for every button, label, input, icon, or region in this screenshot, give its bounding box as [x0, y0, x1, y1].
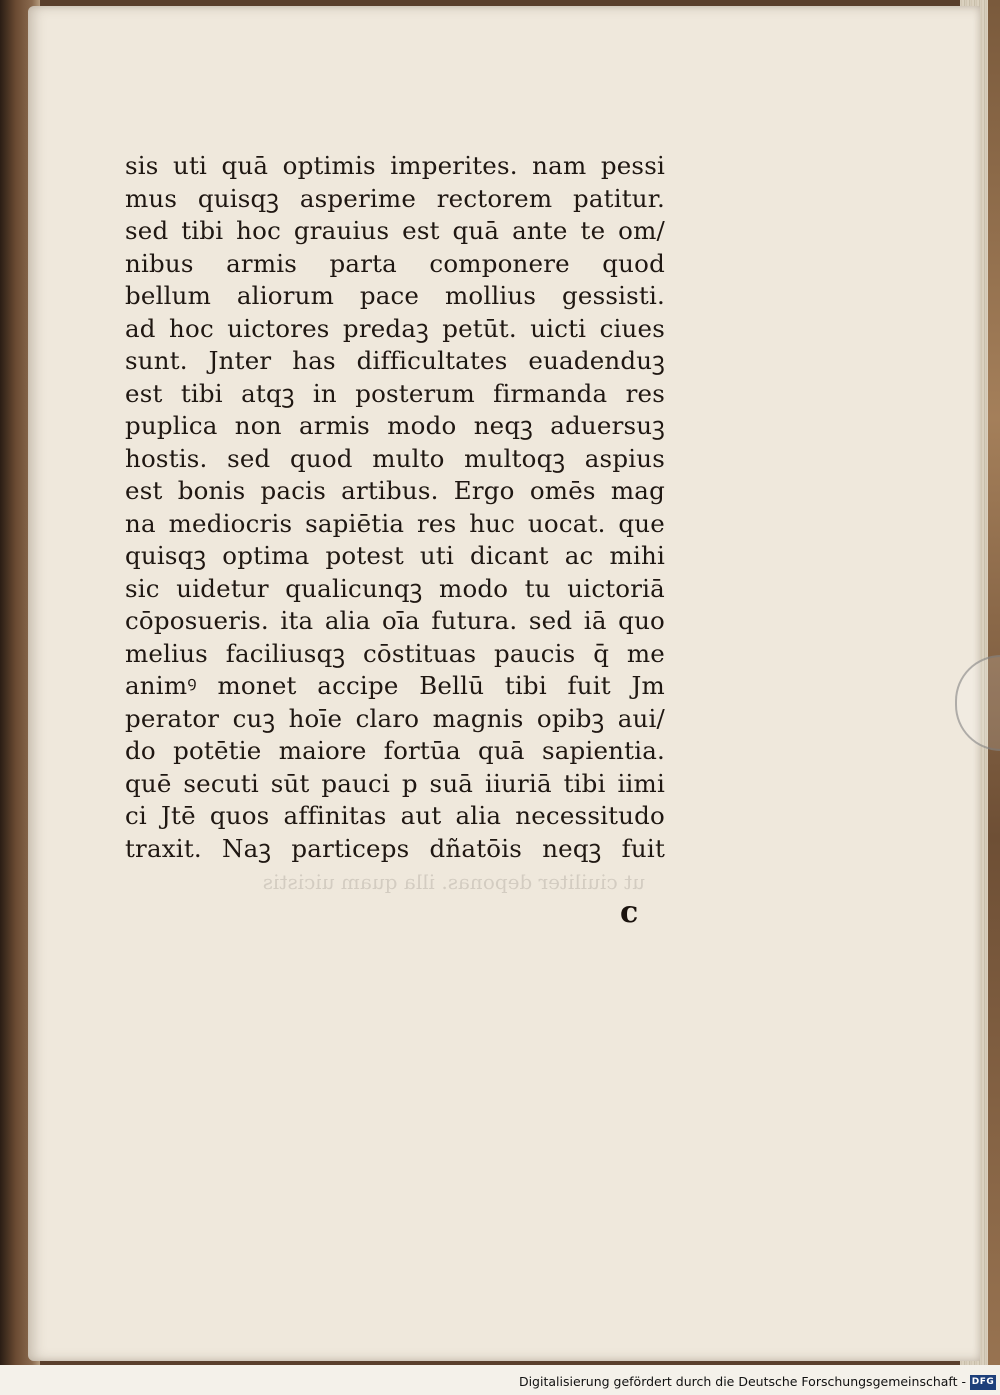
text-line: quisqꝫ optima potest uti dicant ac mihi	[125, 541, 665, 570]
page-text	[125, 150, 665, 865]
text-line: cōposueris. ita alia oīa futura. sed iā quo	[125, 606, 665, 635]
bleed-through-text: ut ciuiliter deponas. illa quam uicistis	[262, 870, 645, 894]
text-line: animꝰ monet accipe Bellū tibi fuit Jm	[125, 671, 665, 700]
text-line: sunt. Jnter has difficultates euadenduꝫ	[125, 346, 665, 375]
text-line: perator cuꝫ hoīe claro magnis opibꝫ aui/	[125, 703, 665, 733]
text-line: ci Jtē quos affinitas aut alia necessitudo	[125, 801, 665, 830]
text-line: melius faciliusqꝫ cōstituas paucis q̄ me	[125, 638, 665, 668]
footer	[0, 1365, 1000, 1395]
text-line: mus quisqꝫ asperime rectorem patitur.	[125, 183, 665, 213]
text-line: sic uidetur qualicunqꝫ modo tu uictoriā	[125, 573, 665, 603]
signature-mark: c	[620, 895, 639, 930]
text-line: puplica non armis modo neqꝫ aduersuꝫ	[125, 411, 665, 440]
footer-credit: Digitalisierung gefördert durch die Deutsche Forschungsgemeinschaft -	[518, 1374, 966, 1389]
dfg-logo-icon: DFG	[970, 1375, 996, 1390]
text-line: na mediocris sapiētia res huc uocat. que	[125, 508, 665, 538]
text-line: ad hoc uictores predaꝫ petūt. uicti ciues	[125, 313, 665, 343]
text-line: est tibi atqꝫ in posterum firmanda res	[125, 378, 665, 408]
text-line: do potētie maiore fortūa quā sapientia.	[125, 736, 665, 765]
text-line: hostis. sed quod multo multoqꝫ aspius	[125, 443, 665, 473]
text-line: quē secuti sūt pauci p suā iiuriā tibi iimi	[125, 768, 665, 798]
text-line: sed tibi hoc grauius est quā ante te om/	[125, 216, 665, 245]
text-line: est bonis pacis artibus. Ergo omēs mag	[125, 476, 665, 505]
text-line: traxit. Naꝫ particeps dñatōis neqꝫ fuit	[125, 833, 665, 863]
text-line: nibus armis parta componere quod	[125, 248, 665, 278]
text-line: bellum aliorum pace mollius gessisti.	[125, 281, 665, 310]
text-line: sis uti quā optimis imperites. nam pessi	[125, 151, 665, 180]
